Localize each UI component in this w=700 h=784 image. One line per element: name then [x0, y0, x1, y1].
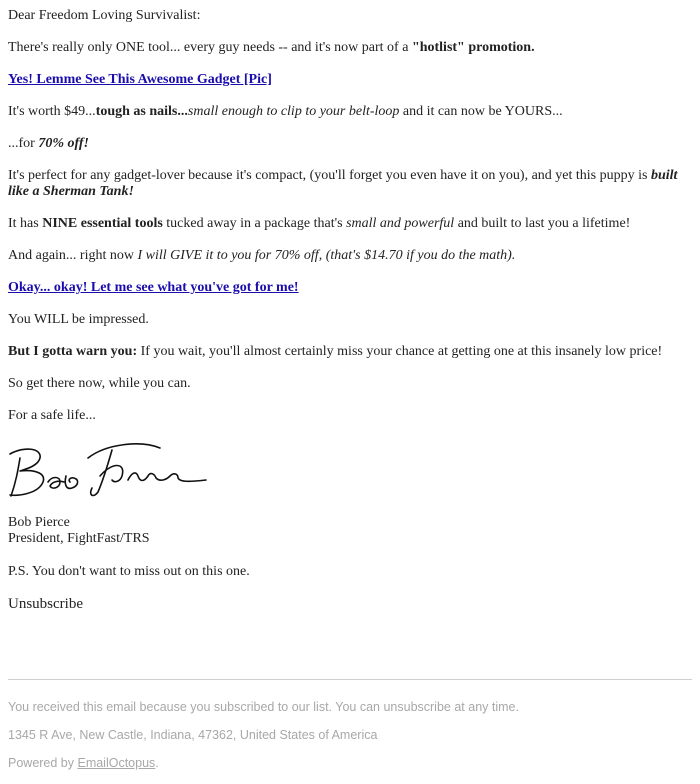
closing-paragraph: For a safe life... [8, 408, 96, 423]
footer-notice: You received this email because you subscribed to our list. You can unsubscribe at any time. [8, 700, 519, 714]
see-offer-link[interactable]: Okay... okay! Let me see what you've got for me! [8, 280, 299, 295]
unsubscribe-text[interactable]: Unsubscribe [8, 596, 83, 612]
gadget-link[interactable]: Yes! Lemme See This Awesome Gadget [Pic] [8, 72, 272, 87]
impressed-paragraph: You WILL be impressed. [8, 312, 149, 327]
signature-title: President, FightFast/TRS [8, 531, 150, 546]
tools-paragraph: It has NINE essential tools tucked away in a package that's small and powerful and built to last you a lifetime! [8, 216, 631, 231]
intro-text: There's really only ONE tool... every guy needs -- and it's now part of a [8, 40, 412, 55]
compact-paragraph: It's perfect for any gadget-lover because it's compact, (you'll forget you even have it on you), and yet this puppy is built like a Sherman Tank! [8, 168, 678, 199]
footer-powered-by: Powered by EmailOctopus. [8, 756, 159, 770]
discount-paragraph: ...for 70% off! [8, 136, 90, 151]
handwritten-signature [8, 436, 210, 502]
offer-paragraph: And again... right now I will GIVE it to you for 70% off, (that's $14.70 if you do the math). [8, 248, 516, 263]
price-paragraph: It's worth $49...tough as nails...small enough to clip to your belt-loop and it can now be YOURS... [8, 104, 563, 119]
intro-paragraph [8, 40, 535, 56]
postscript: P.S. You don't want to miss out on this one. [8, 564, 250, 579]
greeting: Dear Freedom Loving Survivalist: [8, 8, 201, 23]
urgency-paragraph: So get there now, while you can. [8, 376, 191, 391]
intro-bold: "hotlist" promotion. [411, 40, 535, 55]
footer-divider [8, 679, 692, 680]
emailoctopus-link[interactable]: EmailOctopus [77, 756, 156, 770]
signature-name: Bob Pierce [8, 515, 70, 530]
warning-paragraph: But I gotta warn you: If you wait, you'll almost certainly miss your chance at getting one at this insanely low price! [8, 344, 663, 359]
footer-address: 1345 R Ave, New Castle, Indiana, 47362, United States of America [8, 728, 378, 742]
